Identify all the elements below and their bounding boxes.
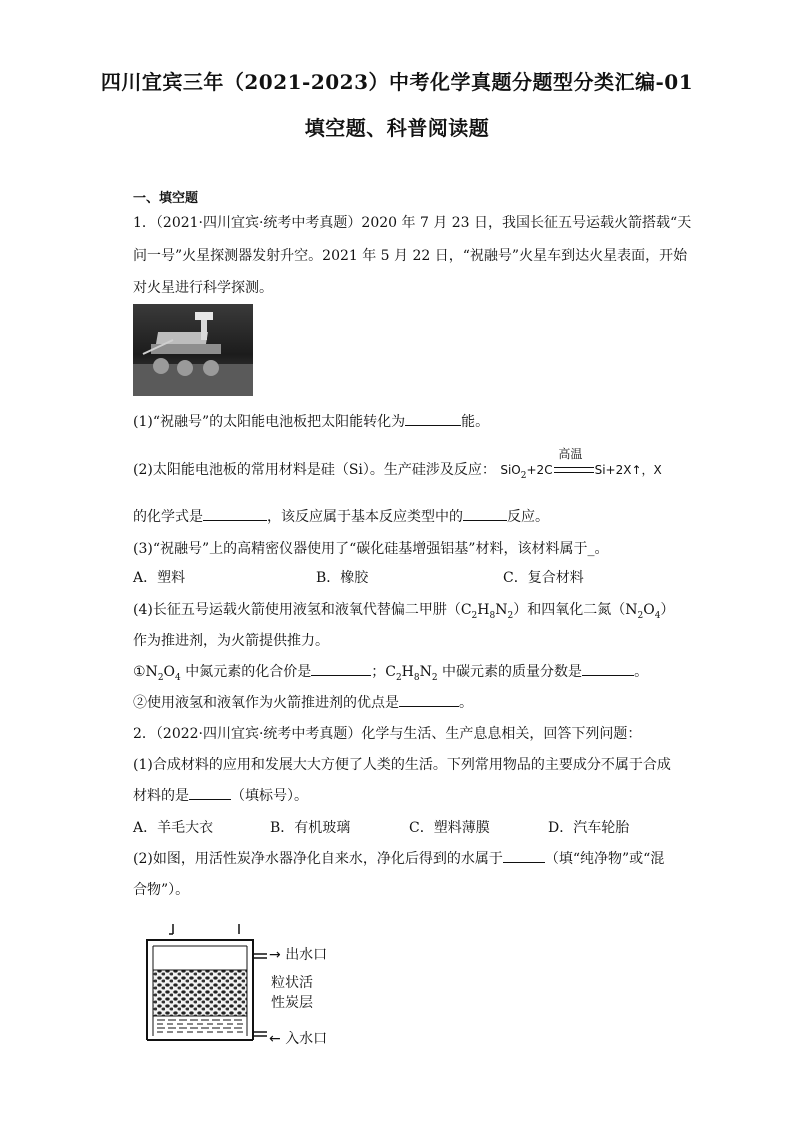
option-a[interactable]: A．塑料 — [133, 570, 186, 586]
q2-line1: 2．（2022·四川宜宾·统考中考真题）化学与生活、生产息息相关，回答下列问题： — [133, 726, 642, 742]
answer-blank[interactable] — [189, 787, 231, 800]
q1-part1: (1)“祝融号”的太阳能电池板把太阳能转化为 能。 — [133, 414, 490, 430]
q1-part2-cont: 的化学式是 ，该反应属于基本反应类型中的 反应。 — [133, 509, 549, 525]
section-heading: 一、填空题 — [133, 191, 199, 206]
water-purifier-diagram — [133, 920, 363, 1060]
mars-rover-photo — [133, 304, 253, 396]
answer-blank[interactable] — [405, 413, 461, 426]
carbon-layer-label-2: 性炭层 — [271, 995, 313, 1011]
option-c[interactable]: C．复合材料 — [503, 570, 584, 586]
q1-part4-sub2: ②使用液氢和液氧作为火箭推进剂的优点是 。 — [133, 695, 473, 711]
q2-part2-line1: (2)如图，用活性炭净水器净化自来水，净化后得到的水属于 （填“纯净物”或“混 — [133, 851, 665, 867]
chemical-equation: SiO$_2$+2C 高温 Si+2X↑，X — [500, 447, 662, 481]
q1-line2: 问一号”火星探测器发射升空。2021 年 5 月 22 日，“祝融号”火星车到达火星表面，开始 — [133, 248, 688, 264]
arrow-left-icon: ← — [269, 1031, 281, 1047]
q2-part1-line2: 材料的是 （填标号）。 — [133, 788, 308, 804]
answer-blank[interactable] — [503, 850, 545, 863]
doc-title-line1: 四川宜宾三年（2021-2023）中考化学真题分题型分类汇编-01 — [100, 70, 694, 94]
option-d[interactable]: D．汽车轮胎 — [548, 820, 630, 836]
rover-icon — [133, 304, 253, 396]
arrow-right-icon: → — [269, 947, 281, 963]
q1-part4-line1: (4)长征五号运载火箭使用液氢和液氧代替偏二甲肼$(C_2H_8N_2)$和四氧化二氮$(N_2O_4)$ — [133, 602, 675, 621]
reaction-condition: 高温 — [558, 447, 583, 461]
doc-title-line2: 填空题、科普阅读题 — [304, 116, 490, 140]
q1-line3: 对火星进行科学探测。 — [133, 280, 273, 296]
answer-blank[interactable] — [582, 663, 634, 676]
option-c[interactable]: C．塑料薄膜 — [409, 820, 490, 836]
q2-part1-line1: (1)合成材料的应用和发展大大方便了人类的生活。下列常用物品的主要成分不属于合成 — [133, 757, 671, 773]
q1-part2: (2)太阳能电池板的常用材料是硅（Si）。生产硅涉及反应： SiO$_2$+2C 高温 Si+2X↑，X — [133, 447, 662, 481]
option-b[interactable]: B．橡胶 — [316, 570, 369, 586]
q1-line1: 1．（2021·四川宜宾·统考中考真题）2020 年 7 月 23 日，我国长征五号运载火箭搭载“天 — [133, 215, 692, 231]
answer-blank[interactable] — [463, 508, 507, 521]
answer-blank[interactable] — [399, 694, 459, 707]
answer-blank[interactable] — [311, 663, 371, 676]
option-b[interactable]: B．有机玻璃 — [270, 820, 351, 836]
purifier-vessel-icon — [133, 920, 273, 1060]
inlet-label: ← 入水口 — [269, 1031, 328, 1047]
option-a[interactable]: A．羊毛大衣 — [133, 820, 214, 836]
q1-part4-sub1: $①N_2O_4$ 中氮元素的化合价是 ；$C_2H_8N_2$ 中碳元素的质量分数是 。 — [133, 664, 649, 683]
q1-part4-line2: 作为推进剂，为火箭提供推力。 — [133, 633, 329, 649]
carbon-layer-label-1: 粒状活 — [271, 975, 313, 991]
q1-part3: (3)“祝融号”上的高精密仪器使用了“碳化硅基增强铝基”材料，该材料属于_。 — [133, 541, 609, 557]
q2-part2-line2: 合物”）。 — [133, 882, 190, 898]
outlet-label: → 出水口 — [269, 947, 328, 963]
answer-blank[interactable] — [203, 508, 267, 521]
